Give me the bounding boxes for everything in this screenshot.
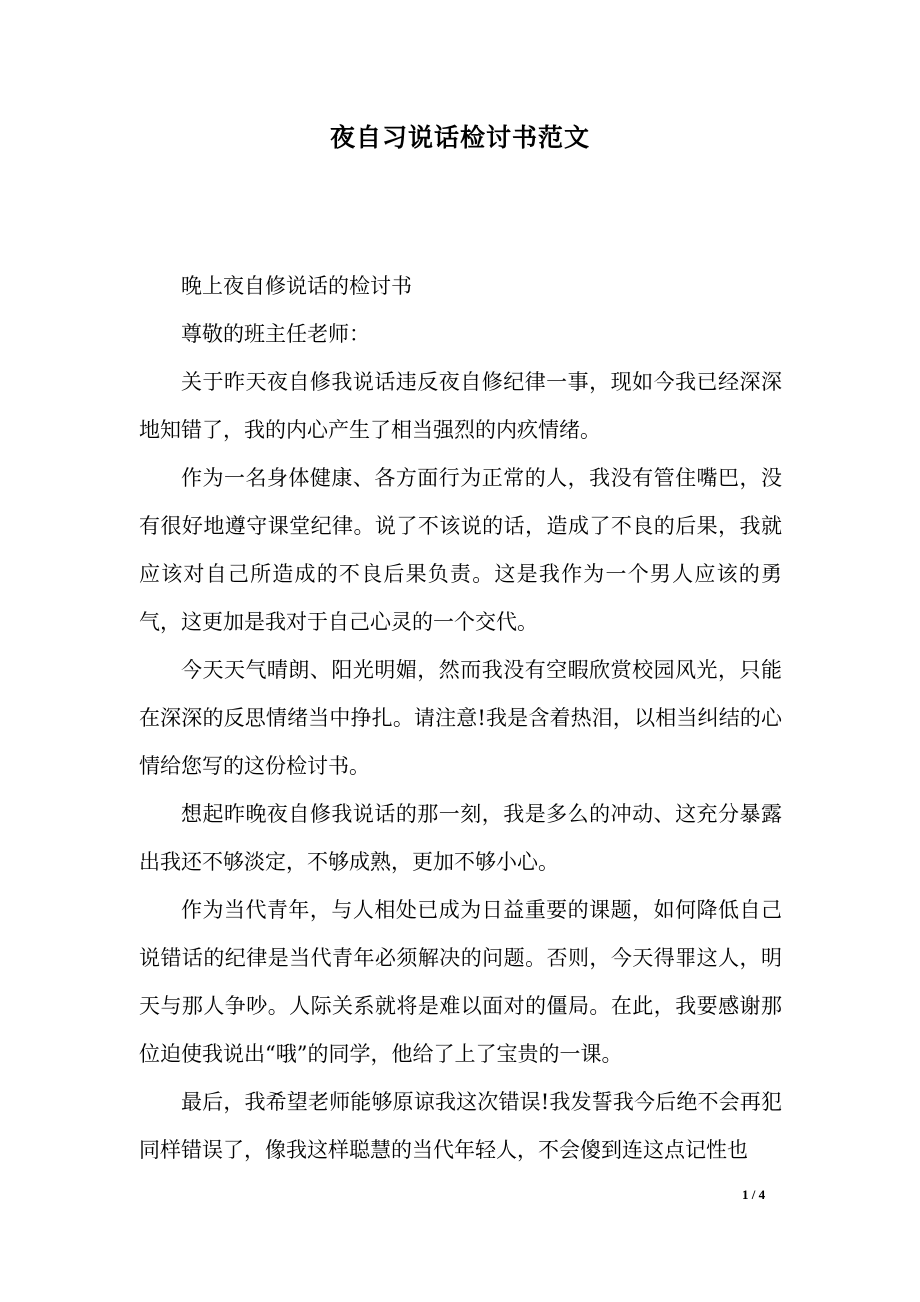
document-title: 夜自习说话检讨书范文 bbox=[329, 123, 590, 152]
page-number: 1 / 4 bbox=[742, 1187, 766, 1202]
document-body bbox=[139, 262, 782, 1174]
paragraph-heading: 晚上夜自修说话的检讨书 bbox=[181, 274, 412, 298]
paragraph-salutation: 尊敬的班主任老师： bbox=[181, 322, 370, 346]
paragraph: 作为一名身体健康、各方面行为正常的人，我没有管住嘴巴，没有很好地遵守课堂纪律。说了不该说的话，造成了不良的后果，我就应该对自己所造成的不良后果负责。这是我作为一个男人应该的勇气，这更加是我对于自己心灵的一个交代。 bbox=[139, 466, 782, 634]
paragraph: 最后，我希望老师能够原谅我这次错误!我发誓我今后绝不会再犯同样错误了，像我这样聪慧的当代年轻人，不会傻到连这点记性也 bbox=[139, 1090, 782, 1162]
paragraph: 想起昨晚夜自修我说话的那一刻，我是多么的冲动、这充分暴露出我还不够淡定，不够成熟，更加不够小心。 bbox=[139, 802, 782, 874]
paragraph: 作为当代青年，与人相处已成为日益重要的课题，如何降低自己说错话的纪律是当代青年必须解决的问题。否则，今天得罪这人，明天与那人争吵。人际关系就将是难以面对的僵局。在此，我要感谢那位迫使我说出“哦”的同学，他给了上了宝贵的一课。 bbox=[139, 898, 782, 1066]
paragraph: 关于昨天夜自修我说话违反夜自修纪律一事，现如今我已经深深地知错了，我的内心产生了相当强烈的内疚情绪。 bbox=[139, 370, 782, 442]
paragraph: 今天天气晴朗、阳光明媚，然而我没有空暇欣赏校园风光，只能在深深的反思情绪当中挣扎。请注意!我是含着热泪，以相当纠结的心情给您写的这份检讨书。 bbox=[139, 658, 782, 778]
